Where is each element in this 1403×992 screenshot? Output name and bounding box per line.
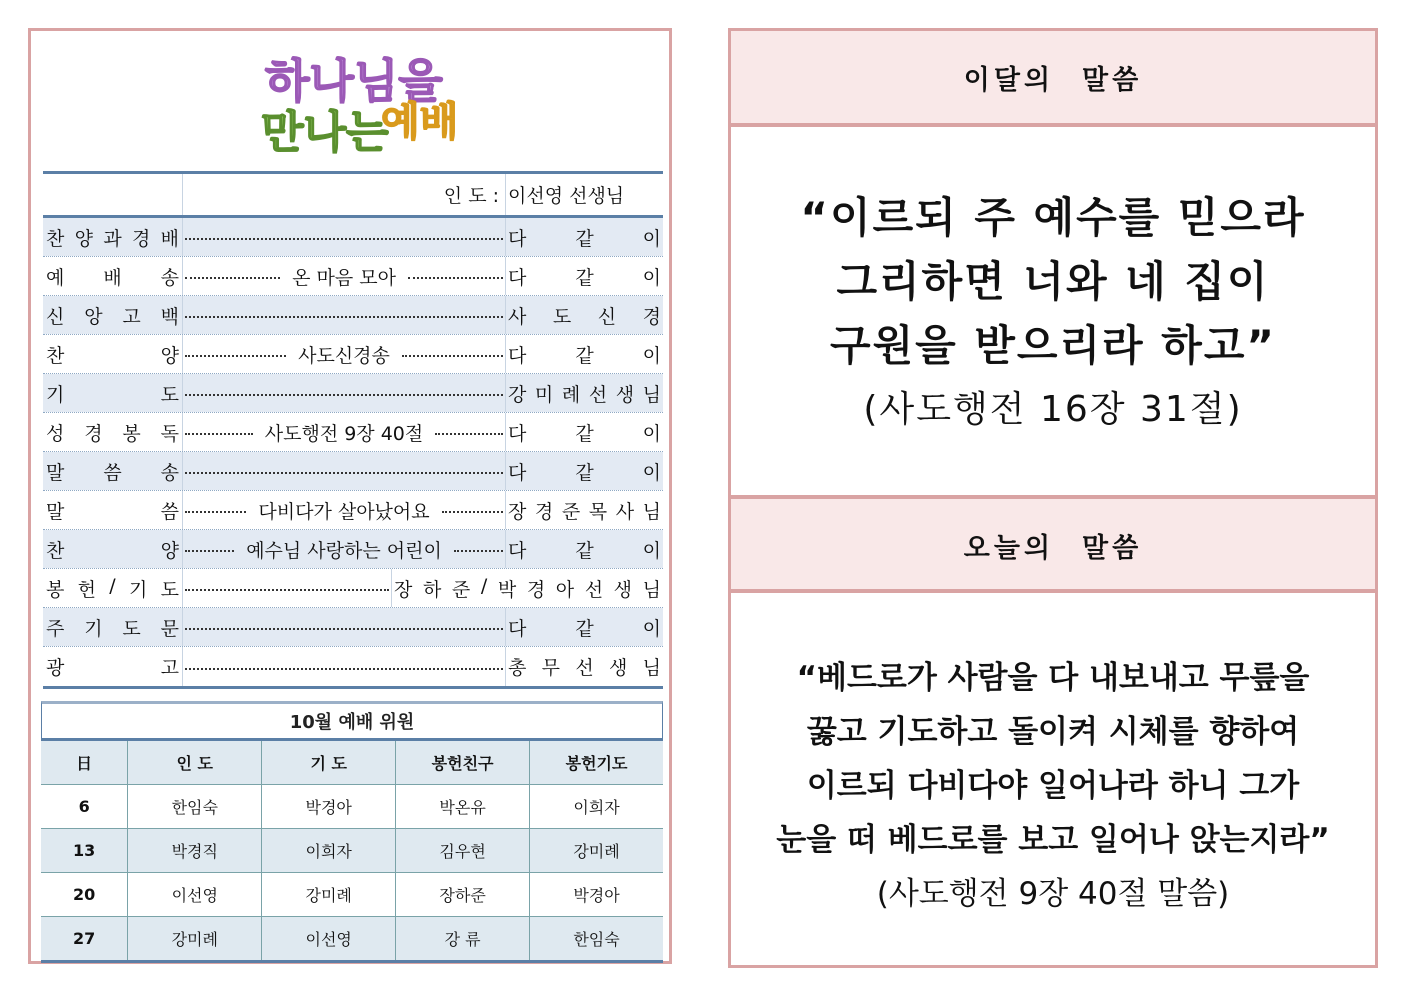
order-person: 장 하 준 / 박 경 아 선 생 님 (394, 574, 661, 601)
order-item: 말 씀 송 (46, 461, 179, 484)
leader-dots (185, 511, 246, 513)
order-row (43, 452, 663, 491)
logo-line2: 만나는 (261, 107, 389, 158)
duty-cell: 강 류 (396, 917, 530, 962)
duty-cell: 이선영 (128, 873, 262, 917)
leader-dots (435, 433, 503, 435)
order-person: 사 도 신 경 (508, 305, 661, 328)
duty-cell: 27 (41, 917, 128, 962)
duty-header: 인 도 (128, 741, 262, 785)
order-row (43, 491, 663, 530)
leader-dots (185, 277, 280, 279)
order-person: 총 무 선 생 님 (508, 657, 661, 679)
order-person: 다 같 이 (508, 344, 661, 367)
order-row (43, 335, 663, 374)
order-row (43, 257, 663, 296)
leader-label: 인 도 : (443, 185, 499, 207)
leader-dots (454, 550, 503, 552)
duty-cell: 김우현 (396, 829, 530, 873)
order-person: 장 경 준 목 사 님 (508, 500, 661, 523)
logo-line1: 하나님을 (265, 54, 443, 108)
scripture-panel (728, 28, 1378, 968)
today-word-heading: 오늘의 말씀 (731, 499, 1375, 591)
order-detail: 예수님 사랑하는 어린이 (246, 539, 442, 562)
order-row (43, 413, 663, 452)
duty-header: 봉헌기도 (530, 741, 663, 785)
duty-row (41, 829, 663, 873)
duty-cell: 13 (41, 829, 128, 873)
order-item: 봉 헌 / 기 도 (46, 574, 179, 601)
duty-cell: 6 (41, 785, 128, 829)
divider (731, 589, 1375, 593)
duty-title: 10월 예배 위원 (41, 701, 663, 741)
order-item: 성 경 봉 독 (46, 422, 179, 445)
worship-order-table (43, 171, 663, 689)
duty-cell: 한임숙 (128, 785, 262, 829)
leader-dots (402, 355, 503, 357)
leader-value: 이선영 선생님 (508, 185, 625, 207)
duty-cell: 박경아 (530, 873, 663, 917)
leader-dots (185, 394, 503, 396)
today-verse: “베드로가 사람을 다 내보내고 무릎을 꿇고 기도하고 돌이켜 시체를 향하여 이르되 다비다야 일어나라 하니 그가 눈을 떠 베드로를 보고 일어나 앉는지라” (사도행전 9장 40절 말씀) (731, 651, 1375, 921)
duty-table (41, 741, 663, 963)
order-item: 찬 양 과 경 배 (46, 227, 179, 250)
order-detail: 사도행전 9장 40절 (264, 422, 424, 445)
order-item: 찬 양 (46, 344, 179, 367)
duty-cell: 박온유 (396, 785, 530, 829)
order-row (43, 608, 663, 647)
order-item: 기 도 (46, 383, 179, 406)
order-detail: 다비다가 살아났어요 (258, 500, 430, 523)
duty-cell: 한임숙 (530, 917, 663, 962)
leader-dots (185, 472, 503, 474)
worship-logo (261, 39, 461, 159)
order-person: 다 같 이 (508, 461, 661, 484)
duty-cell: 이선영 (262, 917, 396, 962)
order-item: 예 배 송 (46, 266, 179, 289)
order-row (43, 530, 663, 569)
order-row (43, 296, 663, 335)
duty-header: 봉헌친구 (396, 741, 530, 785)
duty-row (41, 785, 663, 829)
month-verse-reference: (사도행전 16장 31절) (863, 389, 1243, 430)
worship-order-panel (28, 28, 672, 964)
duty-row (41, 917, 663, 962)
order-item: 말 씀 (46, 500, 179, 523)
leader-dots (185, 433, 253, 435)
order-item: 주 기 도 문 (46, 617, 179, 640)
order-item: 신 앙 고 백 (46, 305, 179, 328)
order-person: 다 같 이 (508, 617, 661, 640)
order-detail: 사도신경송 (298, 344, 390, 367)
duty-cell: 강미례 (262, 873, 396, 917)
duty-cell: 20 (41, 873, 128, 917)
duty-cell: 이희자 (530, 785, 663, 829)
order-row (43, 374, 663, 413)
leader-row (43, 174, 663, 218)
month-word-heading: 이달의 말씀 (731, 31, 1375, 123)
leader-dots (408, 277, 503, 279)
leader-dots (185, 628, 503, 630)
order-person: 다 같 이 (508, 539, 661, 562)
order-item: 찬 양 (46, 539, 179, 562)
duty-row (41, 873, 663, 917)
duty-cell: 장하준 (396, 873, 530, 917)
duty-cell: 강미례 (128, 917, 262, 962)
order-person: 강 미 례 선 생 님 (508, 383, 661, 406)
leader-dots (185, 668, 503, 670)
leader-dots (185, 589, 389, 591)
order-row (43, 218, 663, 257)
divider (731, 123, 1375, 127)
duty-header: 日 (41, 741, 128, 785)
duty-cell: 강미례 (530, 829, 663, 873)
today-verse-reference: (사도행전 9장 40절 말씀) (876, 876, 1230, 912)
month-verse: “이르되 주 예수를 믿으라 그리하면 너와 네 집이 구원을 받으리라 하고” (사도행전 16장 31절) (731, 186, 1375, 442)
order-person: 다 같 이 (508, 422, 661, 445)
order-row (43, 569, 663, 608)
order-person: 다 같 이 (508, 227, 661, 250)
duty-header: 기 도 (262, 741, 396, 785)
duty-cell: 박경직 (128, 829, 262, 873)
order-detail: 온 마음 모아 (292, 266, 396, 289)
order-row (43, 647, 663, 686)
leader-dots (442, 511, 503, 513)
leader-dots (185, 355, 286, 357)
order-item: 광 고 (46, 657, 179, 679)
leader-dots (185, 316, 503, 318)
logo-line3: 예배 (381, 99, 459, 145)
leader-dots (185, 550, 234, 552)
leader-dots (185, 238, 503, 240)
order-person: 다 같 이 (508, 266, 661, 289)
duty-cell: 이희자 (262, 829, 396, 873)
duty-cell: 박경아 (262, 785, 396, 829)
